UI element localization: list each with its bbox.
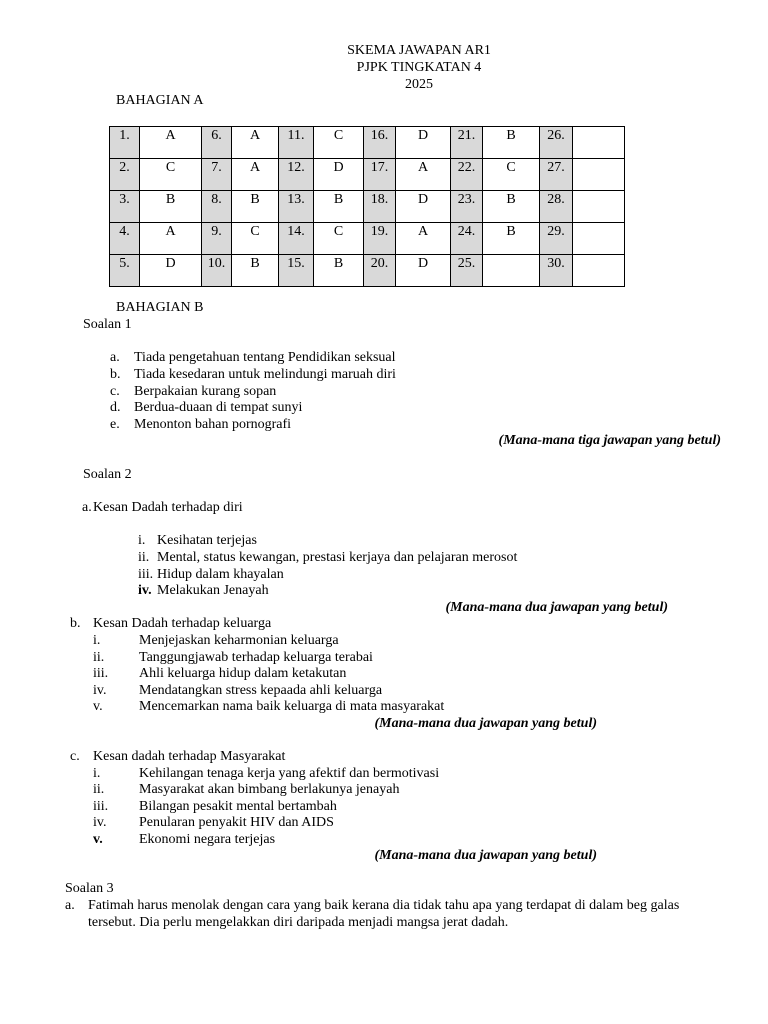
answer-cell xyxy=(573,191,625,223)
q2b-marker-iv: iv. xyxy=(93,683,107,698)
q2b-marker: b. xyxy=(70,616,81,631)
q2a-marker-ii: ii. xyxy=(138,550,150,565)
answer-cell: A xyxy=(232,159,279,191)
question-number-cell: 3. xyxy=(110,191,140,223)
q2a-item-iv: Melakukan Jenayah xyxy=(157,583,269,598)
q2b-marker-v: v. xyxy=(93,699,103,714)
q2a-marker-i: i. xyxy=(138,533,146,548)
q2c-item-iii: Bilangan pesakit mental bertambah xyxy=(139,799,337,814)
answer-table xyxy=(109,126,625,287)
question-number-cell: 28. xyxy=(540,191,573,223)
answer-row xyxy=(110,223,625,255)
question-number-cell: 26. xyxy=(540,127,573,159)
question-number-cell: 21. xyxy=(451,127,483,159)
answer-cell: D xyxy=(314,159,364,191)
answer-cell: B xyxy=(483,223,540,255)
q2c-marker: c. xyxy=(70,749,80,764)
answer-cell: A xyxy=(232,127,279,159)
q2c-item-i: Kehilangan tenaga kerja yang afektif dan bermotivasi xyxy=(139,766,440,781)
answer-cell: A xyxy=(396,159,451,191)
question-number-cell: 29. xyxy=(540,223,573,255)
answer-cell: A xyxy=(140,127,202,159)
answer-row xyxy=(110,127,625,159)
answer-cell xyxy=(573,223,625,255)
q2a-title: Kesan Dadah terhadap diri xyxy=(93,500,243,515)
question-number-cell: 14. xyxy=(279,223,314,255)
q2c-item-iv: Penularan penyakit HIV dan AIDS xyxy=(139,815,334,830)
q1-marker-c: c. xyxy=(110,384,120,399)
answer-row xyxy=(110,191,625,223)
question-number-cell: 30. xyxy=(540,255,573,287)
answer-cell: A xyxy=(396,223,451,255)
q1-item-d: Berdua-duaan di tempat sunyi xyxy=(134,400,303,415)
answer-cell: C xyxy=(232,223,279,255)
answer-row xyxy=(110,159,625,191)
section-b-title: BAHAGIAN B xyxy=(116,300,204,315)
q1-item-a: Tiada pengetahuan tentang Pendidikan seksual xyxy=(134,350,396,365)
question-number-cell: 12. xyxy=(279,159,314,191)
answer-cell: C xyxy=(314,127,364,159)
answer-cell: B xyxy=(314,191,364,223)
answer-cell xyxy=(573,127,625,159)
answer-cell: A xyxy=(140,223,202,255)
q2b-item-iii: Ahli keluarga hidup dalam ketakutan xyxy=(139,666,347,681)
q2-title: Soalan 2 xyxy=(83,467,132,482)
q1-title: Soalan 1 xyxy=(83,317,132,332)
q2c-title: Kesan dadah terhadap Masyarakat xyxy=(93,749,286,764)
q1-marker-e: e. xyxy=(110,417,120,432)
answer-cell xyxy=(573,159,625,191)
question-number-cell: 4. xyxy=(110,223,140,255)
answer-cell xyxy=(483,255,540,287)
q3a-line-2: tersebut. Dia perlu mengelakkan diri daripada menjadi mangsa jerat dadah. xyxy=(88,915,509,930)
answer-cell: B xyxy=(483,191,540,223)
answer-cell xyxy=(573,255,625,287)
doc-subtitle: PJPK TINGKATAN 4 xyxy=(356,60,482,75)
q3a-marker: a. xyxy=(65,898,75,913)
q2c-marker-iv: iv. xyxy=(93,815,107,830)
answer-cell: D xyxy=(396,255,451,287)
q3-title: Soalan 3 xyxy=(65,881,114,896)
question-number-cell: 2. xyxy=(110,159,140,191)
q2a-marker-iii: iii. xyxy=(138,567,154,582)
q1-item-e: Menonton bahan pornografi xyxy=(134,417,292,432)
question-number-cell: 20. xyxy=(364,255,396,287)
q2b-marker-ii: ii. xyxy=(93,650,105,665)
answer-cell: B xyxy=(314,255,364,287)
q2a-note: (Mana-mana dua jawapan yang betul) xyxy=(445,600,668,615)
q2b-marker-i: i. xyxy=(93,633,101,648)
question-number-cell: 10. xyxy=(202,255,232,287)
q1-note: (Mana-mana tiga jawapan yang betul) xyxy=(498,433,721,448)
q2b-item-i: Menjejaskan keharmonian keluarga xyxy=(139,633,339,648)
q2b-item-iv: Mendatangkan stress kepaada ahli keluarga xyxy=(139,683,383,698)
q3a-line-1: Fatimah harus menolak dengan cara yang baik kerana dia tidak tahu apa yang terdapat di dalam beg galas xyxy=(88,898,680,913)
question-number-cell: 5. xyxy=(110,255,140,287)
answer-cell: D xyxy=(140,255,202,287)
question-number-cell: 13. xyxy=(279,191,314,223)
q2b-note: (Mana-mana dua jawapan yang betul) xyxy=(374,716,597,731)
q1-marker-a: a. xyxy=(110,350,120,365)
q2b-item-ii: Tanggungjawab terhadap keluarga terabai xyxy=(139,650,373,665)
answer-cell: B xyxy=(232,255,279,287)
q2b-marker-iii: iii. xyxy=(93,666,109,681)
question-number-cell: 8. xyxy=(202,191,232,223)
q2b-title: Kesan Dadah terhadap keluarga xyxy=(93,616,272,631)
question-number-cell: 6. xyxy=(202,127,232,159)
question-number-cell: 27. xyxy=(540,159,573,191)
q2c-marker-ii: ii. xyxy=(93,782,105,797)
answer-cell: C xyxy=(314,223,364,255)
question-number-cell: 17. xyxy=(364,159,396,191)
q2c-marker-iii: iii. xyxy=(93,799,109,814)
answer-cell: C xyxy=(483,159,540,191)
q1-marker-d: d. xyxy=(110,400,121,415)
answer-cell: B xyxy=(140,191,202,223)
q2a-item-ii: Mental, status kewangan, prestasi kerjaya dan pelajaran merosot xyxy=(157,550,518,565)
question-number-cell: 1. xyxy=(110,127,140,159)
answer-cell: B xyxy=(483,127,540,159)
answer-cell: B xyxy=(232,191,279,223)
question-number-cell: 11. xyxy=(279,127,314,159)
question-number-cell: 16. xyxy=(364,127,396,159)
answer-cell: D xyxy=(396,191,451,223)
q2c-marker-i: i. xyxy=(93,766,101,781)
question-number-cell: 19. xyxy=(364,223,396,255)
q2c-note: (Mana-mana dua jawapan yang betul) xyxy=(374,848,597,863)
question-number-cell: 15. xyxy=(279,255,314,287)
question-number-cell: 7. xyxy=(202,159,232,191)
q2b-item-v: Mencemarkan nama baik keluarga di mata masyarakat xyxy=(139,699,445,714)
answer-cell: C xyxy=(140,159,202,191)
q2c-item-v: Ekonomi negara terjejas xyxy=(139,832,276,847)
question-number-cell: 18. xyxy=(364,191,396,223)
q2c-item-ii: Masyarakat akan bimbang berlakunya jenayah xyxy=(139,782,400,797)
q2c-marker-v: v. xyxy=(93,832,103,847)
doc-title: SKEMA JAWAPAN AR1 xyxy=(347,43,491,58)
answer-row xyxy=(110,255,625,287)
q1-item-b: Tiada kesedaran untuk melindungi maruah diri xyxy=(134,367,396,382)
question-number-cell: 25. xyxy=(451,255,483,287)
section-a-title: BAHAGIAN A xyxy=(116,93,204,108)
question-number-cell: 24. xyxy=(451,223,483,255)
q2a-marker: a. xyxy=(82,500,92,515)
q2a-item-i: Kesihatan terjejas xyxy=(157,533,257,548)
question-number-cell: 9. xyxy=(202,223,232,255)
doc-year: 2025 xyxy=(405,77,433,92)
q1-item-c: Berpakaian kurang sopan xyxy=(134,384,277,399)
q1-marker-b: b. xyxy=(110,367,121,382)
q2a-marker-iv: iv. xyxy=(138,583,152,598)
question-number-cell: 23. xyxy=(451,191,483,223)
question-number-cell: 22. xyxy=(451,159,483,191)
answer-cell: D xyxy=(396,127,451,159)
q2a-item-iii: Hidup dalam khayalan xyxy=(157,567,284,582)
